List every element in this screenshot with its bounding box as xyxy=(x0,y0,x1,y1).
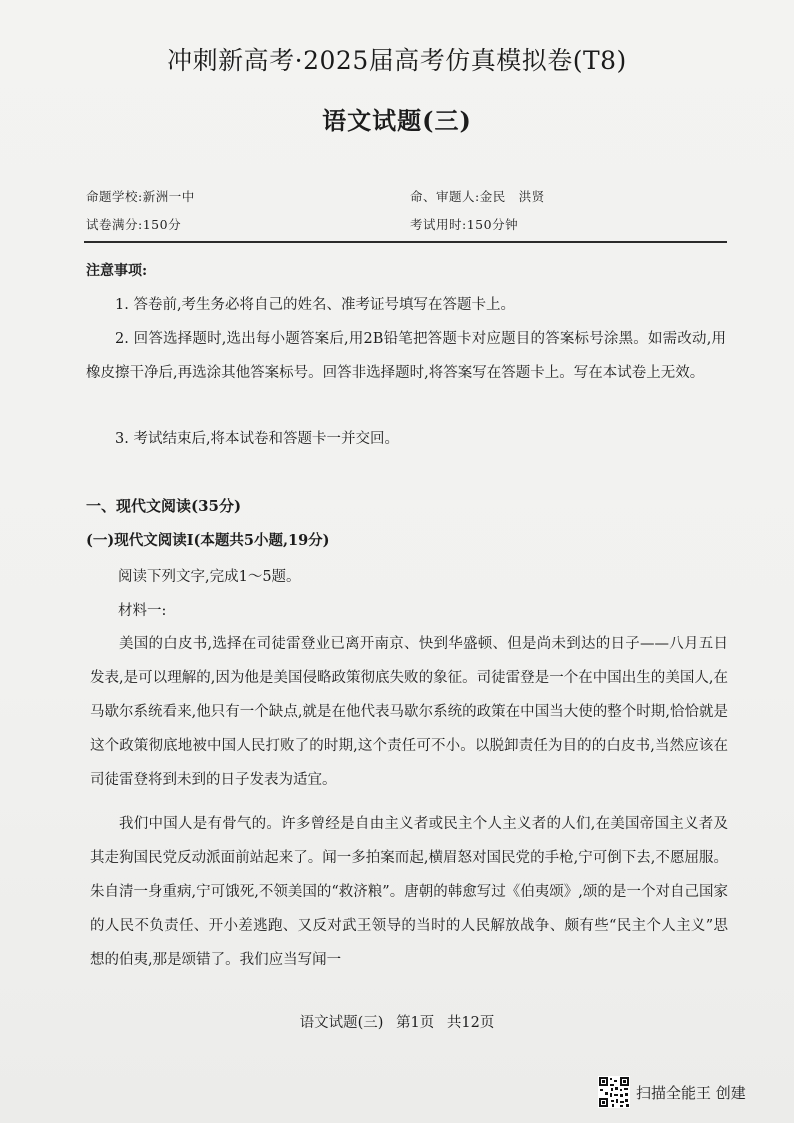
meta-school: 命题学校:新洲一中 xyxy=(86,189,195,204)
section-heading: 一、现代文阅读(35分) xyxy=(86,497,242,515)
meta-authors: 命、审题人:金民 洪贤 xyxy=(410,189,545,204)
meta-full-score: 试卷满分:150分 xyxy=(86,217,182,232)
notice-title: 注意事项: xyxy=(86,263,148,279)
exam-title: 冲刺新高考·2025届高考仿真模拟卷(T8) xyxy=(167,46,627,75)
material-paragraph: 我们中国人是有骨气的。许多曾经是自由主义者或民主个人主义者的人们,在美国帝国主义者及其走狗国民党反动派面前站起来了。闻一多拍案而起,横眉怒对国民党的手枪,宁可倒下去,不愿屈服。朱自清一身重病,宁可饿死,不领美国的“救济粮”。唐朝的韩愈写过《伯夷颂》,颂的是一个对自己国家的人民不负责任、开小差逃跑、又反对武王领导的当时的人民解放战争、颇有些“民主个人主义”思想的伯夷,那是颂错了。我们应当写闻一 xyxy=(90,816,728,968)
watermark-text: 扫描全能王 创建 xyxy=(636,1083,746,1102)
exam-subtitle: 语文试题(三) xyxy=(322,106,472,135)
notice-item: 3. 考试结束后,将本试卷和答题卡一并交回。 xyxy=(115,431,400,447)
page-footer xyxy=(0,1013,794,1033)
footer-total: 共12页 xyxy=(446,1015,495,1031)
notice-item: 2. 回答选择题时,选出每小题答案后,用2B铅笔把答题卡对应题目的答案标号涂黑。如需改动,用橡皮擦干净后,再选涂其他答案标号。回答非选择题时,将答案写在答题卡上。写在本试卷上无效。 xyxy=(86,331,726,381)
material-body xyxy=(90,627,728,977)
material-label: 材料一: xyxy=(118,603,167,619)
header-divider xyxy=(84,241,727,243)
footer-subject: 语文试题(三) xyxy=(299,1015,384,1031)
meta-time: 考试用时:150分钟 xyxy=(410,217,519,232)
footer-page: 第1页 xyxy=(396,1015,435,1031)
section-instruction: 阅读下列文字,完成1～5题。 xyxy=(118,569,301,585)
section-subheading: (一)现代文阅读Ⅰ(本题共5小题,19分) xyxy=(86,532,330,549)
scanner-watermark xyxy=(598,1075,746,1109)
qr-code-icon xyxy=(598,1076,630,1108)
notice-item: 1. 答卷前,考生务必将自己的姓名、准考证号填写在答题卡上。 xyxy=(115,297,516,313)
material-paragraph: 美国的白皮书,选择在司徒雷登业已离开南京、快到华盛顿、但是尚未到达的日子——八月五日发表,是可以理解的,因为他是美国侵略政策彻底失败的象征。司徒雷登是一个在中国出生的美国人,在马歇尔系统看来,他只有一个缺点,就是在他代表马歇尔系统的政策在中国当大使的整个时期,恰恰就是这个政策彻底地被中国人民打败了的时期,这个责任可不小。以脱卸责任为目的的白皮书,当然应该在司徒雷登将到未到的日子发表为适宜。 xyxy=(90,636,728,788)
